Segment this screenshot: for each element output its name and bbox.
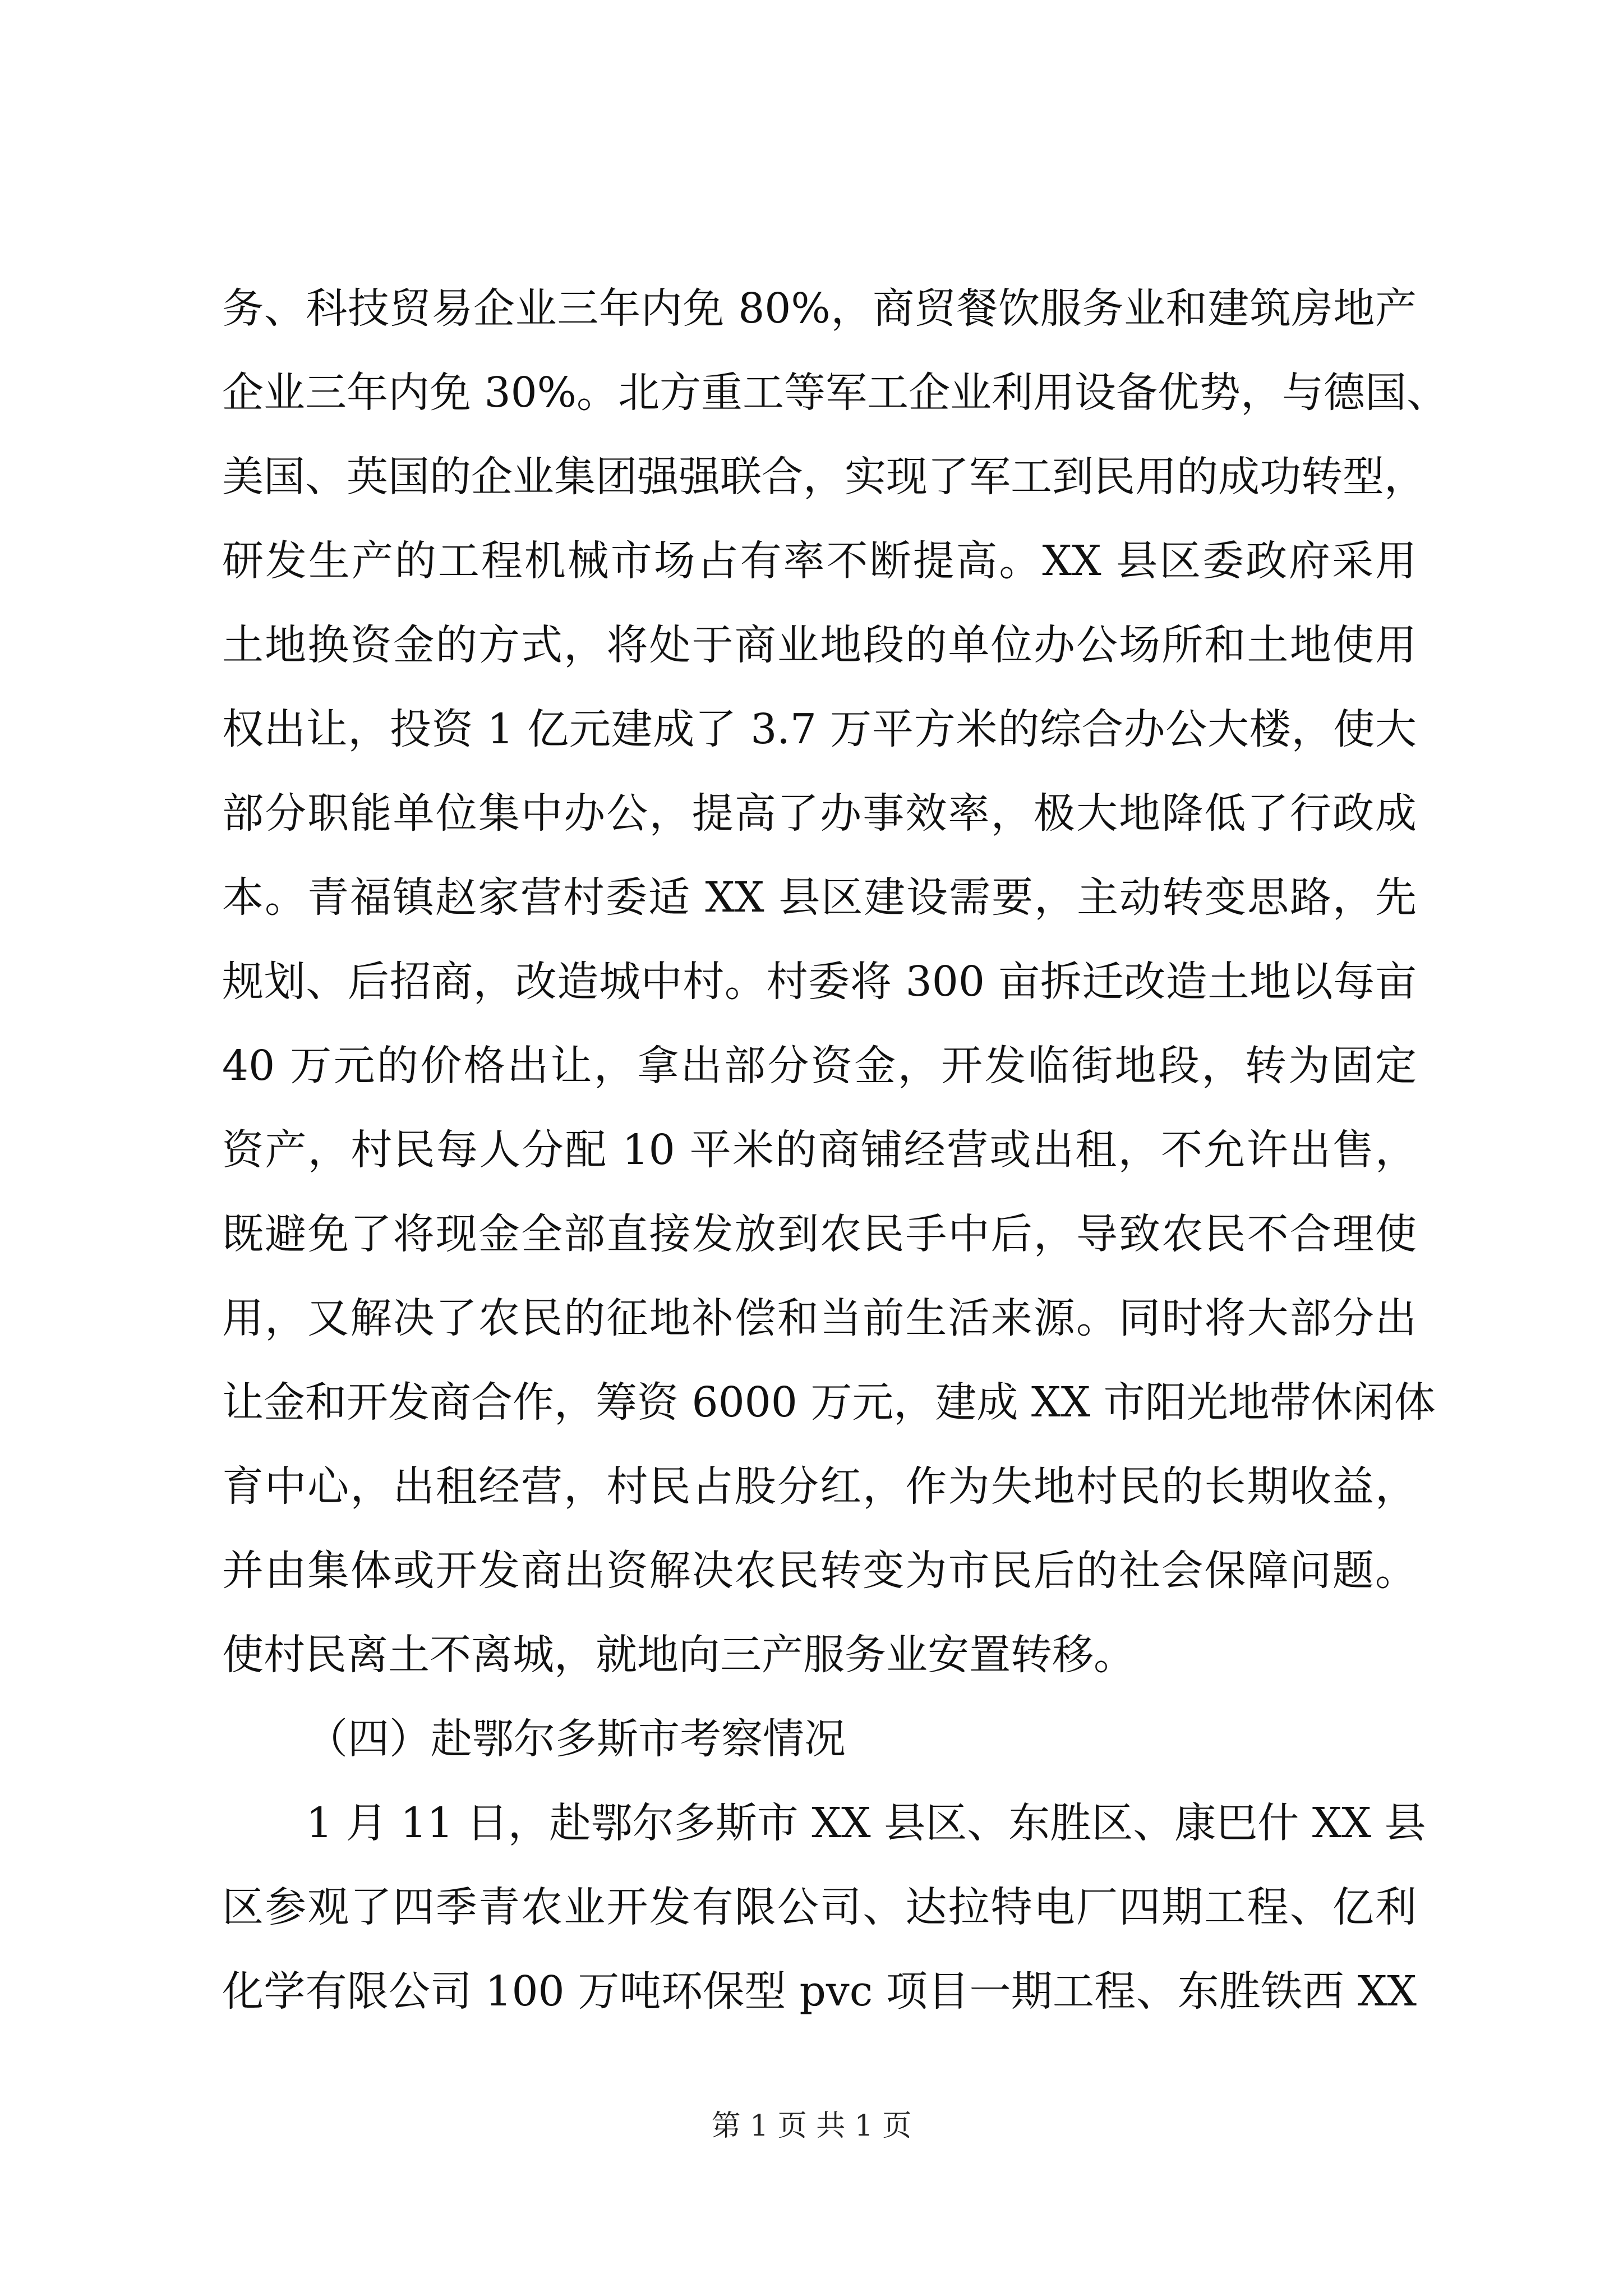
text-line: 权出让，投资 1 亿元建成了 3.7 万平方米的综合办公大楼，使大 bbox=[222, 705, 1417, 753]
page-footer: 第 1 页 共 1 页 bbox=[711, 2109, 912, 2143]
text-line: 美国、英国的企业集团强强联合，实现了军工到民用的成功转型， bbox=[222, 453, 1426, 501]
text-line: 并由集体或开发商出资解决农民转变为市民后的社会保障问题。 bbox=[222, 1547, 1417, 1595]
text-line: 区参观了四季青农业开发有限公司、达拉特电厂四期工程、亿利 bbox=[222, 1883, 1417, 1931]
text-line: 土地换资金的方式，将处于商业地段的单位办公场所和土地使用 bbox=[222, 621, 1417, 669]
section-heading: （四）赴鄂尔多斯市考察情况 bbox=[306, 1715, 846, 1763]
text-line: 务、科技贸易企业三年内免 80%，商贸餐饮服务业和建筑房地产 bbox=[222, 284, 1417, 333]
document-body bbox=[222, 266, 1448, 2033]
text-line: 资产，村民每人分配 10 平米的商铺经营或出租，不允许出售， bbox=[222, 1126, 1417, 1174]
text-line: 用，又解决了农民的征地补偿和当前生活来源。同时将大部分出 bbox=[222, 1294, 1417, 1342]
text-line: 规划、后招商，改造城中村。村委将 300 亩拆迁改造土地以每亩 bbox=[222, 958, 1417, 1006]
text-line: 本。青福镇赵家营村委适 XX 县区建设需要，主动转变思路，先 bbox=[222, 873, 1417, 922]
text-line: 让金和开发商合作，筹资 6000 万元，建成 XX 市阳光地带休闲体 bbox=[222, 1378, 1436, 1427]
text-line: 企业三年内免 30%。北方重工等军工企业利用设备优势，与德国、 bbox=[222, 369, 1448, 417]
text-line: 部分职能单位集中办公，提高了办事效率，极大地降低了行政成 bbox=[222, 789, 1417, 838]
text-line: 既避免了将现金全部直接发放到农民手中后，导致农民不合理使 bbox=[222, 1210, 1417, 1258]
text-line: 研发生产的工程机械市场占有率不断提高。XX 县区委政府采用 bbox=[222, 537, 1417, 585]
text-line: 育中心，出租经营，村民占股分红，作为失地村民的长期收益， bbox=[222, 1462, 1417, 1511]
text-line: 1 月 11 日，赴鄂尔多斯市 XX 县区、东胜区、康巴什 XX 县 bbox=[306, 1799, 1426, 1847]
text-line: 使村民离土不离城，就地向三产服务业安置转移。 bbox=[222, 1631, 1135, 1679]
text-line: 化学有限公司 100 万吨环保型 pvc 项目一期工程、东胜铁西 XX bbox=[222, 1967, 1417, 2016]
text-line: 40 万元的价格出让，拿出部分资金，开发临街地段，转为固定 bbox=[222, 1042, 1417, 1090]
